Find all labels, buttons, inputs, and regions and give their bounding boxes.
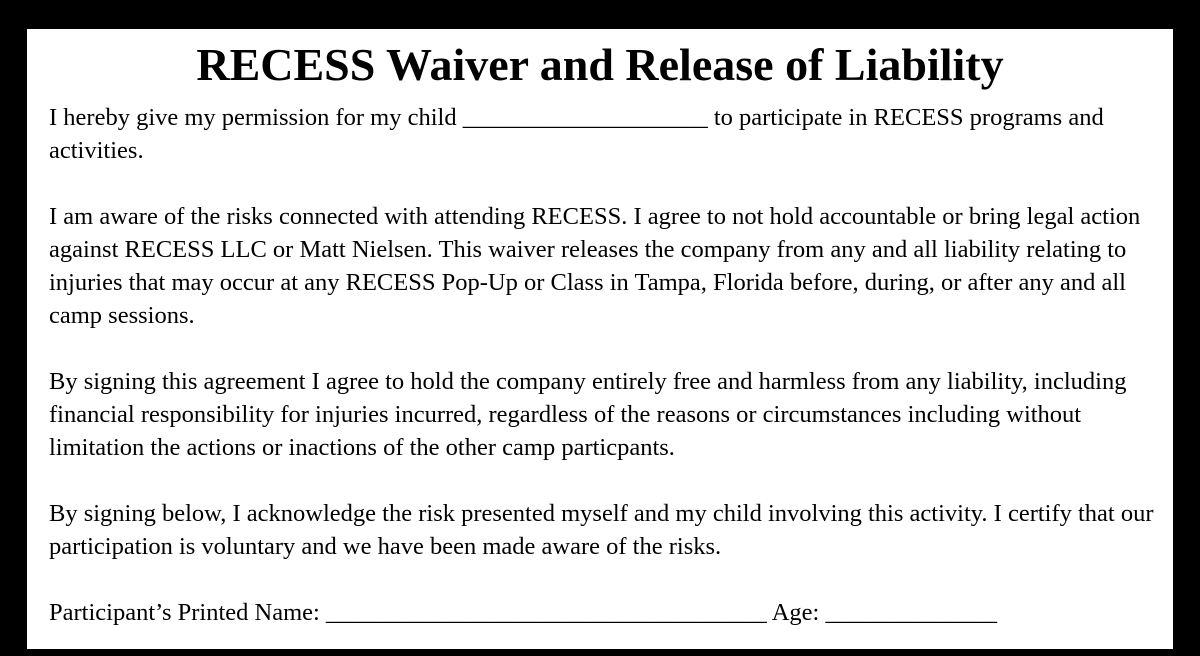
hold-harmless-paragraph: By signing this agreement I agree to hold the company entirely free and harmless from any liability, including financial responsibility for injuries incurred, regardless of the reasons or circumstances including without limitation the actions or inactions of the other camp particpants. bbox=[49, 368, 1127, 461]
risk-awareness-paragraph: I am aware of the risks connected with attending RECESS. I agree to not hold accountable or bring legal action against RECESS LLC or Matt Nielsen. This waiver releases the company from any and all liability relating to injuries that may occur at any RECESS Pop-Up or Class in Tampa, Florida before, during, or after any and all camp sessions. bbox=[49, 203, 1141, 329]
participant-name-age-line: Participant’s Printed Name: ____________________________________ Age: ______________ bbox=[49, 599, 997, 626]
permission-paragraph: I hereby give my permission for my child ____________________ to participate in RECESS programs and activities. bbox=[49, 104, 1104, 164]
document-title: RECESS Waiver and Release of Liability bbox=[196, 39, 1004, 90]
acknowledgement-paragraph: By signing below, I acknowledge the risk presented myself and my child involving this activity. I certify that our participation is voluntary and we have been made aware of the risks. bbox=[49, 500, 1154, 560]
waiver-page bbox=[27, 29, 1173, 649]
